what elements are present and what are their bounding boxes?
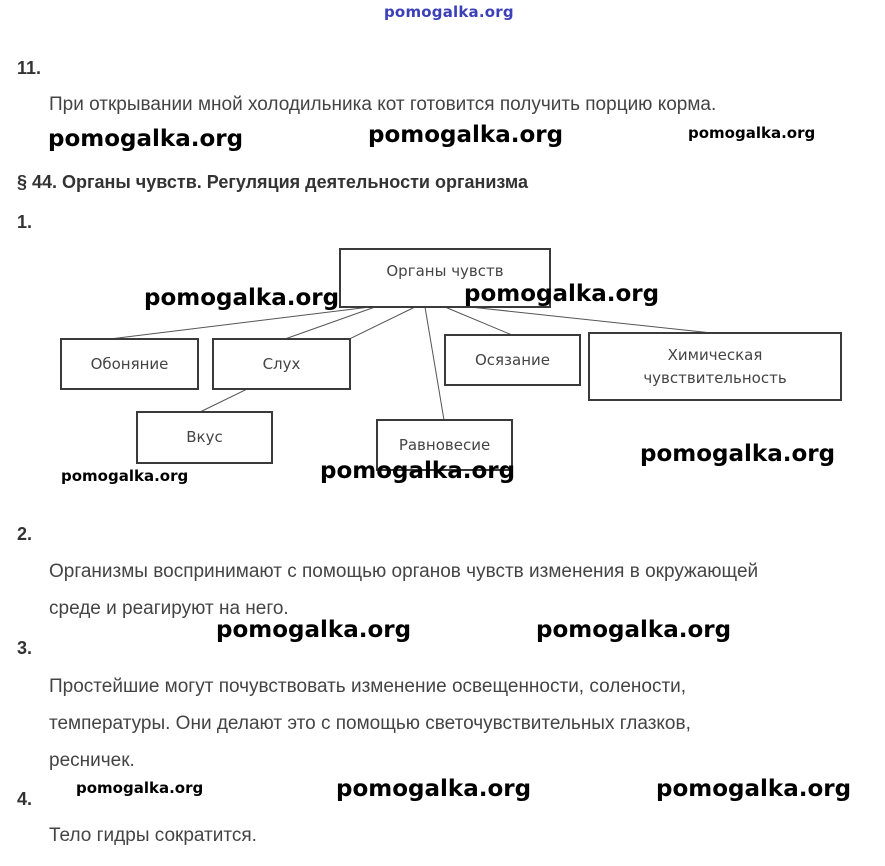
answer-2-line-2: среде и реагируют на него. <box>49 598 289 619</box>
watermark: pomogalka.org <box>656 776 852 802</box>
diagram-label-chemical: Химическая чувствительность <box>643 346 787 387</box>
diagram-label-hearing: Слух <box>262 354 301 373</box>
question-number-11: 11. <box>17 58 42 78</box>
answer-11-text: При открывании мной холодильника кот готовится получить порцию корма. <box>49 94 717 115</box>
diagram-box-touch <box>444 334 581 386</box>
top-watermark: pomogalka.org <box>384 3 514 21</box>
watermark: pomogalka.org <box>640 441 836 467</box>
watermark: pomogalka.org <box>216 617 412 643</box>
connector-line-chemical <box>470 307 712 333</box>
answer-2-line-1: Организмы воспринимают с помощью органов чувств изменения в окружающей <box>49 561 759 582</box>
watermark: pomogalka.org <box>336 776 532 802</box>
diagram-box-hearing <box>212 338 351 390</box>
diagram-label-balance: Равновесие <box>398 435 491 454</box>
diagram-label-touch: Осязание <box>474 350 551 369</box>
question-number-2: 2. <box>17 524 33 544</box>
diagram-root-label: Органы чувств <box>386 262 504 280</box>
watermark: pomogalka.org <box>144 285 340 311</box>
watermark: pomogalka.org <box>61 467 189 485</box>
question-number-4: 4. <box>17 789 33 809</box>
diagram-label-smell: Обоняние <box>90 354 169 373</box>
answer-3-line-3: ресничек. <box>49 750 135 771</box>
answer-4-text: Тело гидры сократится. <box>49 825 257 846</box>
diagram-box-taste <box>136 411 273 464</box>
watermark: pomogalka.org <box>368 122 564 148</box>
section-heading: § 44. Органы чувств. Регуляция деятельности организма <box>17 172 528 192</box>
answer-3-line-1: Простейшие могут почувствовать изменение освещенности, солености, <box>49 676 687 697</box>
connector-line-touch <box>445 307 512 335</box>
diagram-label-taste: Вкус <box>186 428 223 447</box>
diagram-box-smell <box>60 338 199 390</box>
watermark: pomogalka.org <box>688 124 816 142</box>
watermark: pomogalka.org <box>76 779 204 797</box>
watermark: pomogalka.org <box>536 617 732 643</box>
answer-3-line-2: температуры. Они делают это с помощью светочувствительных глазков, <box>49 713 691 734</box>
diagram-box-chemical <box>588 332 842 401</box>
watermark: pomogalka.org <box>464 281 660 307</box>
watermark: pomogalka.org <box>48 126 244 152</box>
question-number-1: 1. <box>17 212 33 232</box>
question-number-3: 3. <box>17 638 33 658</box>
connector-line-balance <box>425 307 444 420</box>
watermark: pomogalka.org <box>320 458 516 484</box>
